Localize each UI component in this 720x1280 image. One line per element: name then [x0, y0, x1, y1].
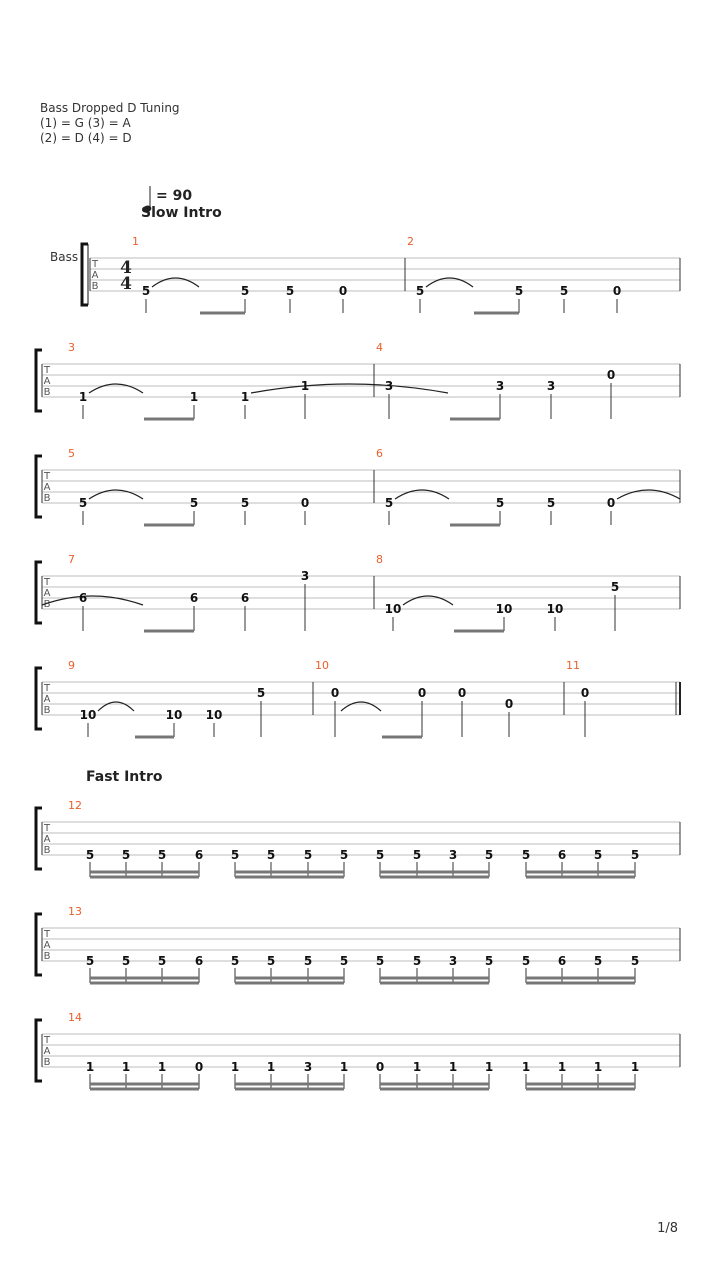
tab-clef-letter: B [43, 705, 51, 716]
tie-arc [426, 278, 473, 287]
tab-clef-letter: B [91, 281, 99, 292]
fret-number: 6 [189, 591, 199, 605]
fret-number: 5 [514, 284, 524, 298]
tuning-title: Bass Dropped D Tuning [40, 101, 180, 115]
measure-number: 14 [68, 1011, 82, 1024]
fret-number: 5 [285, 284, 295, 298]
fret-number: 0 [612, 284, 622, 298]
system-bracket [36, 808, 42, 869]
fret-number: 5 [630, 954, 640, 968]
section-label: Slow Intro [141, 205, 222, 221]
tab-clef-letter: B [43, 845, 51, 856]
fret-number: 1 [266, 1060, 276, 1074]
system-bracket [82, 244, 88, 305]
tie-arc [617, 490, 680, 499]
fret-number: 10 [205, 708, 223, 722]
measure-number: 5 [68, 447, 75, 460]
tab-clef-letter: B [43, 387, 51, 398]
fret-number: 0 [606, 496, 616, 510]
fret-number: 3 [448, 848, 458, 862]
fret-number: 5 [85, 954, 95, 968]
fret-number: 5 [157, 954, 167, 968]
time-signature-bottom: 4 [120, 274, 132, 294]
fret-number: 1 [240, 390, 250, 404]
tie-arc [89, 490, 143, 499]
fret-number: 5 [78, 496, 88, 510]
fret-number: 1 [484, 1060, 494, 1074]
tab-clef-letter: T [43, 577, 51, 588]
tab-clef-letter: B [43, 951, 51, 962]
fret-number: 5 [412, 848, 422, 862]
fret-number: 5 [85, 848, 95, 862]
tab-clef-letter: T [43, 929, 51, 940]
tab-clef-letter: A [43, 1046, 51, 1057]
fret-number: 0 [194, 1060, 204, 1074]
fret-number: 10 [546, 602, 564, 616]
fret-number: 5 [339, 848, 349, 862]
tab-clef-letter: T [91, 259, 99, 270]
fret-number: 10 [384, 602, 402, 616]
fret-number: 1 [448, 1060, 458, 1074]
tab-clef-letter: T [43, 365, 51, 376]
fret-number: 6 [557, 848, 567, 862]
fret-number: 1 [557, 1060, 567, 1074]
fret-number: 5 [610, 580, 620, 594]
fret-number: 5 [484, 848, 494, 862]
fret-number: 3 [300, 569, 310, 583]
measure-number: 4 [376, 341, 383, 354]
fret-number: 5 [412, 954, 422, 968]
tie-arc [403, 596, 453, 605]
measure-number: 10 [315, 659, 329, 672]
fret-number: 5 [375, 954, 385, 968]
tab-clef-letter: T [43, 471, 51, 482]
tab-clef-letter: A [91, 270, 99, 281]
fret-number: 5 [546, 496, 556, 510]
system-bracket [36, 456, 42, 517]
fret-number: 6 [240, 591, 250, 605]
fret-number: 0 [417, 686, 427, 700]
fret-number: 5 [495, 496, 505, 510]
fret-number: 5 [303, 848, 313, 862]
measure-number: 8 [376, 553, 383, 566]
tie-arc [98, 702, 134, 711]
fret-number: 5 [121, 954, 131, 968]
tab-clef-letter: B [43, 493, 51, 504]
fret-number: 5 [593, 848, 603, 862]
fret-number: 5 [630, 848, 640, 862]
tie-arc [152, 278, 199, 287]
tab-clef-letter: A [43, 376, 51, 387]
section-label: Fast Intro [86, 769, 163, 785]
fret-number: 1 [339, 1060, 349, 1074]
tab-clef-letter: T [43, 1035, 51, 1046]
tie-arc [42, 596, 143, 605]
fret-number: 3 [546, 379, 556, 393]
tab-clef-letter: A [43, 940, 51, 951]
fret-number: 5 [521, 954, 531, 968]
tab-clef-letter: T [43, 683, 51, 694]
fret-number: 1 [85, 1060, 95, 1074]
system-bracket [36, 1020, 42, 1081]
fret-number: 6 [557, 954, 567, 968]
fret-number: 0 [330, 686, 340, 700]
fret-number: 5 [157, 848, 167, 862]
fret-number: 3 [448, 954, 458, 968]
fret-number: 0 [338, 284, 348, 298]
tab-clef-letter: B [43, 599, 51, 610]
fret-number: 5 [266, 954, 276, 968]
tempo-text: = 90 [156, 188, 193, 204]
fret-number: 0 [504, 697, 514, 711]
fret-number: 1 [157, 1060, 167, 1074]
fret-number: 1 [189, 390, 199, 404]
fret-number: 0 [606, 368, 616, 382]
tab-clef-letter: T [43, 823, 51, 834]
fret-number: 10 [79, 708, 97, 722]
fret-number: 10 [495, 602, 513, 616]
page-number: 1/8 [657, 1221, 678, 1236]
fret-number: 1 [230, 1060, 240, 1074]
tie-arc [341, 702, 381, 711]
measure-number: 9 [68, 659, 75, 672]
fret-number: 3 [495, 379, 505, 393]
fret-number: 5 [141, 284, 151, 298]
tab-clef-letter: A [43, 588, 51, 599]
fret-number: 10 [165, 708, 183, 722]
measure-number: 12 [68, 799, 82, 812]
fret-number: 5 [415, 284, 425, 298]
fret-number: 5 [230, 954, 240, 968]
fret-number: 5 [266, 848, 276, 862]
tie-arc [395, 490, 449, 499]
fret-number: 0 [375, 1060, 385, 1074]
fret-number: 5 [240, 284, 250, 298]
fret-number: 5 [339, 954, 349, 968]
measure-number: 11 [566, 659, 580, 672]
fret-number: 0 [300, 496, 310, 510]
fret-number: 0 [580, 686, 590, 700]
fret-number: 5 [303, 954, 313, 968]
fret-number: 0 [457, 686, 467, 700]
fret-number: 5 [521, 848, 531, 862]
fret-number: 5 [256, 686, 266, 700]
measure-number: 2 [407, 235, 414, 248]
measure-number: 3 [68, 341, 75, 354]
measure-number: 13 [68, 905, 82, 918]
tab-clef-letter: A [43, 694, 51, 705]
fret-number: 5 [375, 848, 385, 862]
fret-number: 5 [559, 284, 569, 298]
system-bracket [36, 668, 42, 729]
time-signature-top: 4 [120, 258, 132, 278]
fret-number: 6 [194, 848, 204, 862]
tuning-line-1: (1) = G (3) = A [40, 116, 131, 130]
fret-number: 1 [593, 1060, 603, 1074]
tab-clef-letter: A [43, 482, 51, 493]
fret-number: 6 [194, 954, 204, 968]
measure-number: 1 [132, 235, 139, 248]
fret-number: 1 [521, 1060, 531, 1074]
system-bracket [36, 914, 42, 975]
fret-number: 5 [484, 954, 494, 968]
fret-number: 5 [121, 848, 131, 862]
fret-number: 5 [230, 848, 240, 862]
fret-number: 1 [630, 1060, 640, 1074]
tuning-line-2: (2) = D (4) = D [40, 131, 132, 145]
measure-number: 6 [376, 447, 383, 460]
tie-arc [251, 384, 448, 393]
fret-number: 1 [121, 1060, 131, 1074]
fret-number: 1 [78, 390, 88, 404]
fret-number: 3 [303, 1060, 313, 1074]
tab-clef-letter: A [43, 834, 51, 845]
fret-number: 5 [593, 954, 603, 968]
tie-arc [89, 384, 143, 393]
fret-number: 5 [384, 496, 394, 510]
fret-number: 5 [189, 496, 199, 510]
fret-number: 3 [384, 379, 394, 393]
tab-clef-letter: B [43, 1057, 51, 1068]
instrument-name: Bass [50, 250, 79, 264]
fret-number: 1 [412, 1060, 422, 1074]
fret-number: 6 [78, 591, 88, 605]
system-bracket [36, 562, 42, 623]
fret-number: 5 [240, 496, 250, 510]
measure-number: 7 [68, 553, 75, 566]
system-bracket [36, 350, 42, 411]
fret-number: 1 [300, 379, 310, 393]
